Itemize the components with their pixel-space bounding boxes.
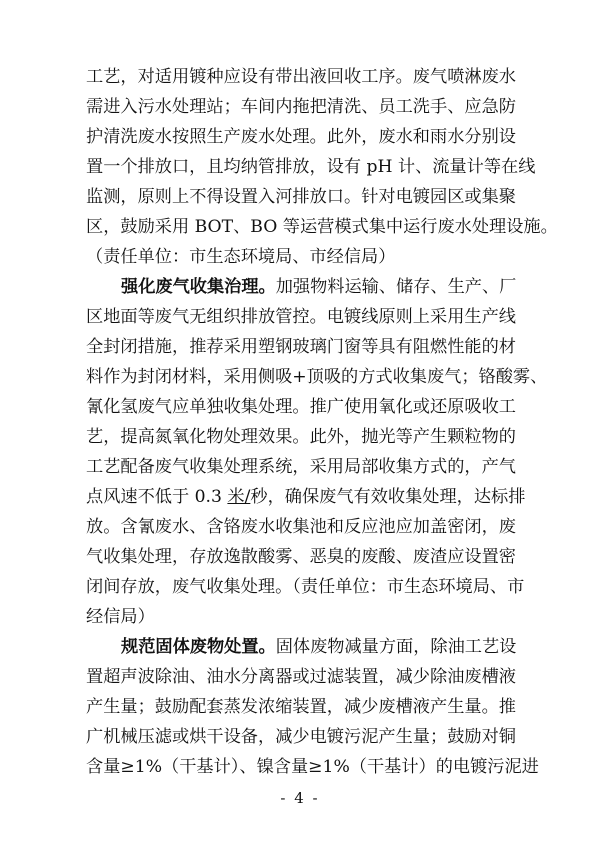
unit-underlined: 米/ xyxy=(227,487,251,507)
text-line: 工艺配备废气收集处理系统，采用局部收集方式的，产气 xyxy=(86,457,516,477)
text-line xyxy=(86,483,526,511)
text-line: 置一个排放口，且均纳管排放，设有 pH 计、流量计等在线 xyxy=(86,157,536,177)
text-line: 区，鼓励采用 BOT、BO 等运营模式集中运行废水处理设施。 xyxy=(86,217,558,237)
text-line: 监测，原则上不得设置入河排放口。针对电镀园区或集聚 xyxy=(86,187,516,207)
page-number: - 4 - xyxy=(280,789,320,807)
responsible-unit-note: （责任单位：市生态环境局、市经信局） xyxy=(86,247,396,267)
text-line: 工艺，对适用镀种应设有带出液回收工序。废气喷淋废水 xyxy=(86,67,516,87)
section-heading-solid-waste: 规范固体废物处置。 xyxy=(121,637,276,657)
text-line: 置超声波除油、油水分离器或过滤装置，减少除油废槽液 xyxy=(86,667,516,687)
text-line: 艺，提高氮氧化物处理效果。此外，抛光等产生颗粒物的 xyxy=(86,427,516,447)
text-line: 含量≥1%（干基计）、镍含量≥1%（干基计）的电镀污泥进 xyxy=(86,757,539,777)
section-heading-line xyxy=(121,633,516,661)
text-line: 区地面等废气无组织排放管控。电镀线原则上采用生产线 xyxy=(86,307,516,327)
section-heading-line xyxy=(121,273,516,301)
text-span: 点风速不低于 0.3 xyxy=(86,487,228,507)
text-line: 闭间存放，废气收集处理。（责任单位：市生态环境局、市 xyxy=(86,577,525,597)
text-line: 经信局） xyxy=(86,607,155,627)
text-line: 氰化氢废气应单独收集处理。推广使用氧化或还原吸收工 xyxy=(86,397,516,417)
text-line: 料作为封闭材料，采用侧吸+顶吸的方式收集废气；铬酸雾、 xyxy=(86,367,548,387)
text-line: 产生量；鼓励配套蒸发浓缩装置，减少废槽液产生量。推 xyxy=(86,697,516,717)
section-heading-exhaust: 强化废气收集治理。 xyxy=(121,277,276,297)
text-span: 固体废物减量方面，除油工艺设 xyxy=(275,637,517,657)
text-line: 全封闭措施，推荐采用塑钢玻璃门窗等具有阻燃性能的材 xyxy=(86,337,516,357)
text-line: 需进入污水处理站；车间内拖把清洗、员工洗手、应急防 xyxy=(86,97,516,117)
text-line: 气收集处理，存放逸散酸雾、恶臭的废酸、废渣应设置密 xyxy=(86,547,516,567)
text-line: 放。含氰废水、含铬废水收集池和反应池应加盖密闭，废 xyxy=(86,517,516,537)
text-span: 加强物料运输、储存、生产、厂 xyxy=(275,277,517,297)
text-line: 护清洗废水按照生产废水处理。此外，废水和雨水分别设 xyxy=(86,127,516,147)
text-line: 广机械压滤或烘干设备，减少电镀污泥产生量；鼓励对铜 xyxy=(86,727,516,747)
text-span: 秒，确保废气有效收集处理，达标排 xyxy=(250,487,526,507)
